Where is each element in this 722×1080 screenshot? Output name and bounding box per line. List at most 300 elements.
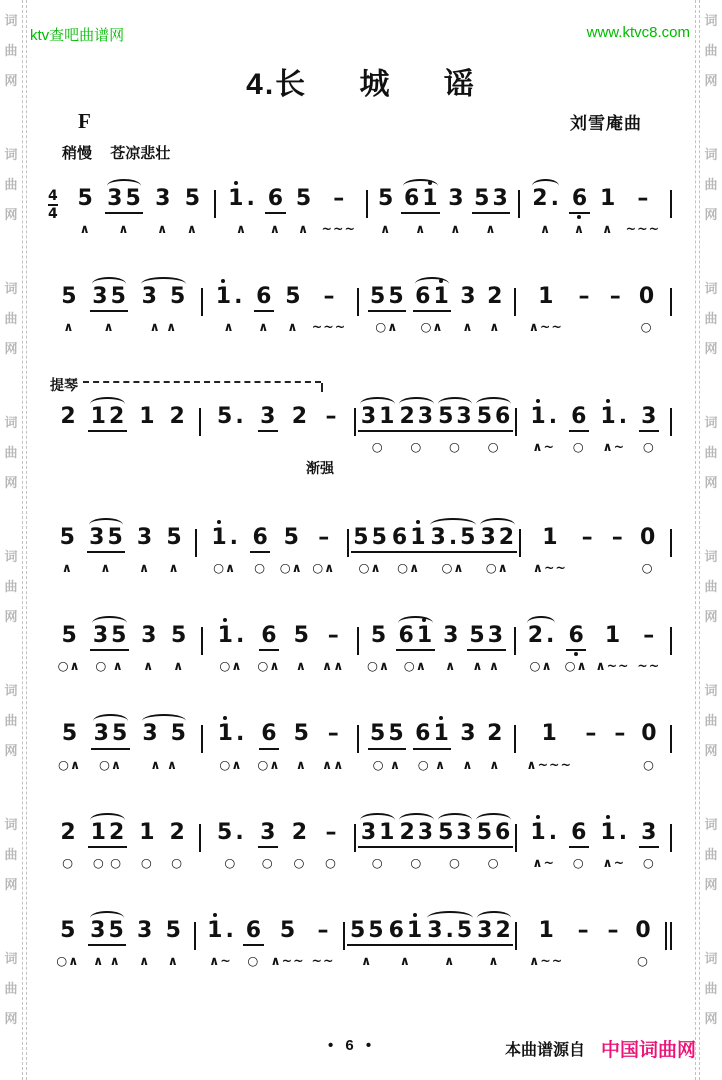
- note-token: [283, 277, 303, 335]
- note-digits: 1: [538, 284, 554, 310]
- note-token: [91, 714, 130, 772]
- watermark-char: 曲: [4, 713, 18, 728]
- note-token: [565, 616, 588, 674]
- watermark-char: 网: [704, 207, 718, 222]
- articulation-marks: ○∧: [98, 756, 122, 772]
- slur-arc: [139, 813, 155, 820]
- slur-arc: [60, 616, 79, 623]
- note-token: [485, 714, 505, 772]
- slur-arc: [136, 518, 152, 525]
- note-digits: 1 .: [530, 404, 558, 430]
- slur-arc: [141, 277, 186, 284]
- note-digits: 3: [460, 284, 476, 310]
- measure: [518, 616, 669, 674]
- slur-arc: [92, 277, 127, 284]
- watermark-char: 曲: [4, 445, 18, 460]
- note-digits: 6: [569, 187, 589, 214]
- articulation-marks: ○: [261, 854, 274, 870]
- note-token: [436, 397, 475, 455]
- note-digits: 3 5: [141, 284, 186, 310]
- note-digits: 6: [265, 187, 285, 214]
- barline: [515, 824, 517, 852]
- note-token: [603, 911, 623, 969]
- note-digits: 1 2: [88, 821, 127, 848]
- note-digits: 5 3: [436, 405, 475, 432]
- slur-arc: [217, 714, 245, 721]
- music-system-4: [48, 518, 672, 576]
- articulation-marks: ∧: [489, 756, 501, 772]
- slur-arc: [259, 714, 278, 721]
- watermark-char: 曲: [704, 847, 718, 862]
- note-digits: 2: [487, 284, 503, 310]
- barline: [201, 725, 203, 753]
- note-digits: 3 5: [142, 721, 186, 747]
- note-digits: 5: [370, 623, 387, 649]
- slur-arc: [639, 518, 655, 525]
- note-token: [581, 714, 601, 772]
- slur-arc: [60, 397, 76, 404]
- note-digits: –: [333, 186, 345, 211]
- note-digits: 3 1: [358, 821, 397, 848]
- slur-arc: [403, 179, 438, 186]
- notation-line: [48, 813, 672, 871]
- articulation-marks: ○: [487, 854, 500, 870]
- articulation-marks: ∧ ∧: [149, 319, 178, 335]
- slur-arc: [90, 397, 125, 404]
- note-token: [167, 397, 187, 455]
- watermark-text: [4, 140, 17, 230]
- note-digits: 3 5: [87, 526, 126, 553]
- note-digits: 2 .: [532, 186, 559, 211]
- note-token: [289, 397, 309, 455]
- slur-arc: [576, 277, 592, 284]
- note-token: [446, 179, 466, 237]
- articulation-marks: ∧: [489, 319, 501, 335]
- watermark-char: 网: [4, 475, 18, 490]
- end-barline: [670, 190, 672, 218]
- note-token: [358, 397, 397, 455]
- note-token: [280, 518, 303, 576]
- music-system-8: [48, 911, 672, 969]
- slur-arc: [607, 277, 623, 284]
- articulation-marks: ~~: [637, 658, 661, 674]
- measure: [347, 911, 513, 969]
- slur-arc: [353, 518, 388, 525]
- slur-arc: [324, 616, 342, 623]
- note-digits: 6: [259, 624, 279, 651]
- note-token: [205, 911, 237, 969]
- note-token: [226, 179, 258, 237]
- slur-arc: [531, 911, 561, 918]
- measure: [205, 714, 356, 772]
- music-system-1: [48, 179, 672, 237]
- notation-line: [48, 911, 672, 969]
- site-url-link[interactable]: www.ktvc8.com: [586, 24, 690, 41]
- slur-arc: [532, 179, 560, 186]
- note-digits: 3: [639, 405, 659, 432]
- slur-arc: [360, 813, 395, 820]
- watermark-char: 词: [704, 683, 718, 698]
- slur-arc: [399, 397, 434, 404]
- watermark-text: [4, 274, 17, 364]
- source-site-link[interactable]: 中国词曲网: [600, 1040, 696, 1061]
- articulation-marks: ∧: [540, 221, 552, 237]
- note-digits: 2 .: [527, 623, 555, 649]
- articulation-marks: ∧: [297, 221, 310, 237]
- slur-arc: [480, 518, 515, 525]
- page-number: • 6 •: [328, 1037, 376, 1054]
- measure: [361, 714, 512, 772]
- music-system-2: [48, 277, 672, 335]
- song-title: 4.长 城 谣: [246, 68, 476, 101]
- barline: [214, 190, 216, 218]
- articulation-marks: ∧: [485, 221, 497, 237]
- watermark-text: [704, 810, 717, 900]
- note-digits: 3 5: [88, 919, 127, 946]
- note-digits: –: [325, 819, 337, 845]
- note-token: [321, 813, 341, 871]
- articulation-marks: ○∧: [397, 560, 421, 576]
- slur-arc: [628, 179, 658, 186]
- slur-arc: [272, 911, 302, 918]
- articulation-marks: ○: [637, 952, 649, 968]
- slur-arc: [90, 911, 125, 918]
- articulation-marks: ∧: [488, 952, 500, 968]
- articulation-marks: ∧~: [602, 439, 626, 455]
- note-token: [605, 277, 625, 335]
- measure: [361, 616, 512, 674]
- barline: [343, 922, 345, 950]
- note-token: [58, 714, 81, 772]
- slur-arc: [427, 911, 473, 918]
- note-digits: 5 3: [436, 821, 475, 848]
- note-digits: 5 .: [217, 819, 244, 845]
- slur-arc: [399, 813, 434, 820]
- note-token: [163, 911, 183, 969]
- note-digits: 6: [243, 919, 263, 946]
- note-token: [598, 813, 630, 871]
- note-token: [137, 397, 157, 455]
- slur-arc: [448, 179, 464, 186]
- articulation-marks: ○: [247, 952, 260, 968]
- note-digits: 3 5: [91, 722, 130, 749]
- slur-arc: [571, 397, 587, 404]
- meta-row: [0, 103, 722, 134]
- articulation-marks: ○: [572, 854, 585, 870]
- watermark-char: 词: [704, 415, 718, 430]
- note-digits: 6 1: [401, 187, 440, 214]
- articulation-marks: ○: [641, 560, 654, 576]
- articulation-marks: ○∧: [485, 560, 509, 576]
- note-token: [254, 277, 274, 335]
- barline: [366, 190, 368, 218]
- note-digits: –: [577, 917, 589, 943]
- note-digits: 3 5: [90, 285, 129, 312]
- note-token: [209, 518, 241, 576]
- barline: [514, 288, 516, 316]
- dynamics-annotation: 渐强: [306, 460, 334, 477]
- note-digits: 3: [137, 917, 153, 943]
- slur-arc: [487, 714, 503, 721]
- note-token: [574, 277, 594, 335]
- slur-arc: [107, 179, 142, 186]
- slur-arc: [59, 518, 75, 525]
- note-digits: 3: [136, 525, 153, 551]
- articulation-marks: ○: [410, 854, 423, 870]
- note-token: [569, 397, 589, 455]
- note-digits: –: [614, 721, 626, 747]
- note-digits: –: [327, 623, 339, 649]
- slur-arc: [92, 616, 127, 623]
- note-token: [167, 813, 187, 871]
- note-token: [134, 518, 154, 576]
- slur-arc: [291, 813, 307, 820]
- slur-arc: [641, 397, 657, 404]
- articulation-marks: ∧: [235, 221, 248, 237]
- measure: [518, 277, 669, 335]
- articulation-marks: ○: [640, 319, 653, 335]
- measure: [351, 518, 517, 576]
- note-digits: 6 1: [396, 624, 435, 651]
- note-token: [401, 179, 440, 237]
- barline: [347, 529, 349, 557]
- watermark-char: 词: [704, 951, 718, 966]
- note-digits: 1: [538, 917, 554, 943]
- slur-arc: [252, 518, 268, 525]
- articulation-marks: ○∧: [257, 658, 281, 674]
- barline: [354, 824, 356, 852]
- note-token: [358, 813, 397, 871]
- watermark-char: 词: [4, 817, 18, 832]
- articulation-marks: ○: [448, 854, 461, 870]
- note-digits: 3: [155, 186, 171, 211]
- note-digits: –: [325, 404, 337, 430]
- slur-arc: [575, 911, 591, 918]
- note-token: [257, 714, 280, 772]
- barline: [354, 408, 356, 436]
- slur-arc: [641, 813, 657, 820]
- measure: [519, 911, 663, 969]
- note-digits: –: [327, 721, 339, 747]
- note-digits: 1 .: [207, 917, 234, 943]
- source-prefix: 本曲谱源自: [504, 1042, 585, 1059]
- note-token: [569, 179, 589, 237]
- watermark-char: 词: [4, 415, 18, 430]
- slur-arc: [415, 714, 450, 721]
- articulation-marks: ∧: [258, 319, 270, 335]
- note-token: [595, 616, 629, 674]
- composer-credit: 刘雪庵曲: [570, 114, 642, 133]
- note-token: [436, 813, 475, 871]
- key-signature: F: [78, 109, 91, 133]
- watermark-text: [4, 542, 17, 632]
- barline: [357, 627, 359, 655]
- note-token: [139, 616, 159, 674]
- note-token: [636, 277, 656, 335]
- barline: [199, 824, 201, 852]
- articulation-marks: ∧: [223, 319, 235, 335]
- watermark-char: 词: [704, 549, 718, 564]
- measure: [361, 277, 512, 335]
- note-digits: 5 3: [472, 187, 511, 214]
- measure: [205, 616, 356, 674]
- watermark-text: [704, 542, 717, 632]
- note-digits: 1 .: [215, 284, 243, 310]
- note-digits: 1 .: [217, 721, 245, 747]
- slur-arc: [600, 397, 628, 404]
- note-digits: 2: [169, 404, 185, 430]
- slur-arc: [293, 714, 309, 721]
- note-token: [258, 397, 278, 455]
- note-token: [58, 813, 78, 871]
- articulation-marks: ○∧: [312, 560, 336, 576]
- note-token: [153, 179, 173, 237]
- note-token: [90, 616, 129, 674]
- note-digits: 3: [460, 721, 476, 747]
- watermark-char: 网: [4, 743, 18, 758]
- articulation-marks: ∧: [63, 319, 75, 335]
- end-barline: [670, 288, 672, 316]
- note-token: [472, 179, 511, 237]
- note-token: [367, 616, 390, 674]
- slur-arc: [535, 518, 565, 525]
- slur-arc: [605, 911, 621, 918]
- note-digits: 3 2: [478, 526, 517, 553]
- slur-arc: [398, 616, 433, 623]
- note-token: [396, 616, 435, 674]
- watermark-char: 曲: [4, 579, 18, 594]
- slur-arc: [369, 616, 388, 623]
- articulation-marks: ○: [642, 854, 655, 870]
- measure: [358, 813, 513, 871]
- note-token: [528, 813, 560, 871]
- barline: [515, 922, 517, 950]
- watermark-text: [704, 6, 717, 96]
- articulation-marks: ○: [293, 854, 306, 870]
- articulation-marks: ∧: [173, 658, 185, 674]
- watermark-text: [4, 676, 17, 766]
- slur-arc: [583, 714, 599, 721]
- watermark-text: [4, 408, 17, 498]
- note-digits: 3: [448, 186, 464, 211]
- note-digits: –: [578, 284, 590, 310]
- articulation-marks: ∧~~: [529, 952, 564, 968]
- articulation-marks: ∧: [444, 952, 456, 968]
- measure: [199, 518, 344, 576]
- watermark-char: 词: [4, 13, 18, 28]
- slur-arc: [314, 911, 333, 918]
- note-token: [257, 616, 280, 674]
- measure: [519, 813, 668, 871]
- watermark-text: [4, 944, 17, 1034]
- articulation-marks: ∧: [100, 560, 112, 576]
- measure: [48, 277, 199, 335]
- note-token: [569, 813, 589, 871]
- note-token: [598, 179, 618, 237]
- slur-arc: [430, 518, 476, 525]
- note-token: [322, 616, 344, 674]
- note-digits: 6: [254, 285, 274, 312]
- slur-arc: [155, 179, 171, 186]
- note-digits: 6 1: [386, 919, 425, 946]
- note-digits: 2: [60, 819, 76, 845]
- tempo-row: [0, 134, 722, 163]
- measure: [203, 813, 352, 871]
- note-digits: 5: [61, 721, 78, 747]
- watermark-char: 曲: [704, 311, 718, 326]
- slur-arc: [291, 397, 307, 404]
- note-digits: 3: [141, 623, 157, 649]
- articulation-marks: ∧: [445, 658, 457, 674]
- note-digits: 5: [171, 623, 187, 649]
- slur-arc: [378, 179, 394, 186]
- measure: [518, 714, 669, 772]
- note-token: [413, 714, 452, 772]
- note-token: [397, 813, 436, 871]
- note-digits: 3 . 5: [425, 919, 475, 946]
- articulation-marks: ∧: [602, 221, 614, 237]
- note-token: [485, 277, 505, 335]
- watermark-char: 词: [4, 951, 18, 966]
- slur-arc: [166, 518, 182, 525]
- note-digits: 0: [635, 917, 651, 943]
- note-token: [322, 714, 344, 772]
- note-token: [182, 179, 202, 237]
- note-digits: 5: [165, 917, 181, 943]
- slur-arc: [207, 911, 235, 918]
- articulation-marks: ○: [642, 439, 655, 455]
- note-token: [368, 714, 407, 772]
- note-token: [250, 518, 270, 576]
- right-watermark-column: [701, 0, 721, 1080]
- watermark-char: 词: [4, 147, 18, 162]
- watermark-char: 网: [4, 609, 18, 624]
- watermark-char: 词: [4, 549, 18, 564]
- articulation-marks: ○∧: [403, 658, 427, 674]
- note-digits: –: [323, 284, 335, 310]
- header: [0, 0, 722, 45]
- slur-arc: [60, 714, 79, 721]
- articulation-marks: ∧: [287, 319, 299, 335]
- instrument-label: 提琴: [50, 377, 78, 394]
- slur-arc: [89, 518, 124, 525]
- note-token: [164, 518, 184, 576]
- slur-arc: [349, 911, 384, 918]
- note-token: [529, 277, 563, 335]
- measure: [48, 813, 197, 871]
- slur-arc: [141, 616, 157, 623]
- slur-arc: [217, 397, 245, 404]
- note-token: [322, 179, 356, 237]
- barline: [199, 408, 201, 436]
- note-digits: 1: [600, 186, 616, 211]
- slur-arc: [391, 518, 426, 525]
- right-dashed-border: [695, 0, 700, 1080]
- articulation-marks: ∧~: [602, 854, 626, 870]
- tempo-marking: 稍慢: [62, 145, 93, 162]
- slur-arc: [612, 714, 628, 721]
- note-token: [135, 911, 155, 969]
- slur-arc: [77, 179, 93, 186]
- note-digits: 2: [291, 404, 308, 430]
- articulation-marks: ∧: [462, 319, 474, 335]
- articulation-marks: ∧ ∧: [93, 952, 121, 968]
- articulation-marks: ○: [224, 854, 237, 870]
- articulation-marks: ∧: [79, 221, 91, 237]
- articulation-marks: ∧: [380, 221, 392, 237]
- site-name-link[interactable]: ktv查吧曲谱网: [30, 27, 125, 44]
- note-digits: 1 2: [88, 405, 127, 432]
